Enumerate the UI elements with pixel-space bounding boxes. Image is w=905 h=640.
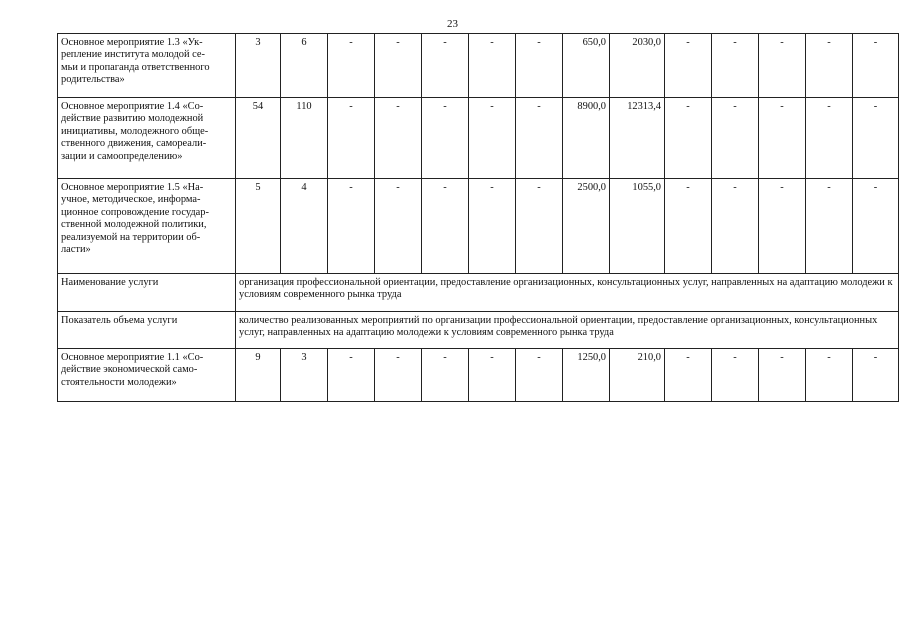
cell-value: 9 — [236, 349, 281, 402]
cell-dash: - — [328, 98, 375, 179]
cell-dash: - — [375, 179, 422, 274]
service-name-row — [58, 274, 899, 312]
cell-value: 54 — [236, 98, 281, 179]
cell-dash: - — [759, 34, 806, 98]
row-name: Основное мероприятие 1.1 «Со- действие экономической само- стоятельности молодежи» — [58, 349, 236, 402]
cell-dash: - — [422, 179, 469, 274]
service-volume-label: Показатель объема услуги — [58, 312, 236, 349]
cell-value: 6 — [281, 34, 328, 98]
cell-amount: 2030,0 — [610, 34, 665, 98]
cell-dash: - — [853, 179, 899, 274]
cell-dash: - — [806, 179, 853, 274]
cell-amount: 210,0 — [610, 349, 665, 402]
service-name-text: организация профессиональной ориентации, предоставление организационных, консультационных услуг, направленных на адаптацию молодежи к условиям современного рынка труда — [236, 274, 899, 312]
cell-dash: - — [516, 34, 563, 98]
service-volume-row — [58, 312, 899, 349]
cell-dash: - — [712, 349, 759, 402]
table-row — [58, 98, 899, 179]
cell-dash: - — [806, 349, 853, 402]
cell-dash: - — [516, 179, 563, 274]
cell-dash: - — [853, 98, 899, 179]
page-number: 23 — [447, 18, 458, 30]
cell-amount: 8900,0 — [563, 98, 610, 179]
cell-dash: - — [422, 349, 469, 402]
cell-dash: - — [516, 98, 563, 179]
cell-dash: - — [853, 34, 899, 98]
cell-dash: - — [469, 349, 516, 402]
cell-dash: - — [759, 98, 806, 179]
cell-dash: - — [328, 349, 375, 402]
cell-dash: - — [759, 349, 806, 402]
table-row — [58, 34, 899, 98]
cell-dash: - — [375, 98, 422, 179]
cell-value: 4 — [281, 179, 328, 274]
cell-dash: - — [328, 179, 375, 274]
cell-value: 3 — [236, 34, 281, 98]
cell-value: 3 — [281, 349, 328, 402]
table-row — [58, 349, 899, 402]
cell-dash: - — [806, 34, 853, 98]
cell-amount: 1250,0 — [563, 349, 610, 402]
service-volume-text: количество реализованных мероприятий по организации профессиональной ориентации, предоставление организационных, консультационных услуг, направленных на адаптацию молодежи к условиям современного рынка труда — [236, 312, 899, 349]
cell-dash: - — [853, 349, 899, 402]
cell-dash: - — [469, 179, 516, 274]
cell-value: 5 — [236, 179, 281, 274]
cell-amount: 650,0 — [563, 34, 610, 98]
row-name: Основное мероприятие 1.5 «На- учное, методическое, информа- ционное сопровождение государ- ственной молодежной политики, реализуемой на территории об- ласти» — [58, 179, 236, 274]
row-name: Основное мероприятие 1.3 «Ук- репление института молодой се- мьи и пропаганда ответственного родительства» — [58, 34, 236, 98]
cell-dash: - — [469, 34, 516, 98]
cell-dash: - — [759, 179, 806, 274]
cell-dash: - — [806, 98, 853, 179]
table-row — [58, 179, 899, 274]
cell-dash: - — [375, 34, 422, 98]
cell-dash: - — [665, 98, 712, 179]
cell-dash: - — [469, 98, 516, 179]
cell-dash: - — [665, 349, 712, 402]
indicators-table — [57, 33, 899, 402]
cell-dash: - — [516, 349, 563, 402]
cell-value: 110 — [281, 98, 328, 179]
cell-amount: 1055,0 — [610, 179, 665, 274]
service-name-label: Наименование услуги — [58, 274, 236, 312]
cell-dash: - — [422, 98, 469, 179]
cell-dash: - — [665, 179, 712, 274]
cell-dash: - — [665, 34, 712, 98]
cell-dash: - — [712, 179, 759, 274]
cell-dash: - — [422, 34, 469, 98]
cell-dash: - — [712, 98, 759, 179]
cell-dash: - — [375, 349, 422, 402]
cell-amount: 12313,4 — [610, 98, 665, 179]
row-name: Основное мероприятие 1.4 «Со- действие развитию молодежной инициативы, молодежного обще- ственного движения, самореали- зации и самоопределению» — [58, 98, 236, 179]
cell-amount: 2500,0 — [563, 179, 610, 274]
cell-dash: - — [328, 34, 375, 98]
cell-dash: - — [712, 34, 759, 98]
